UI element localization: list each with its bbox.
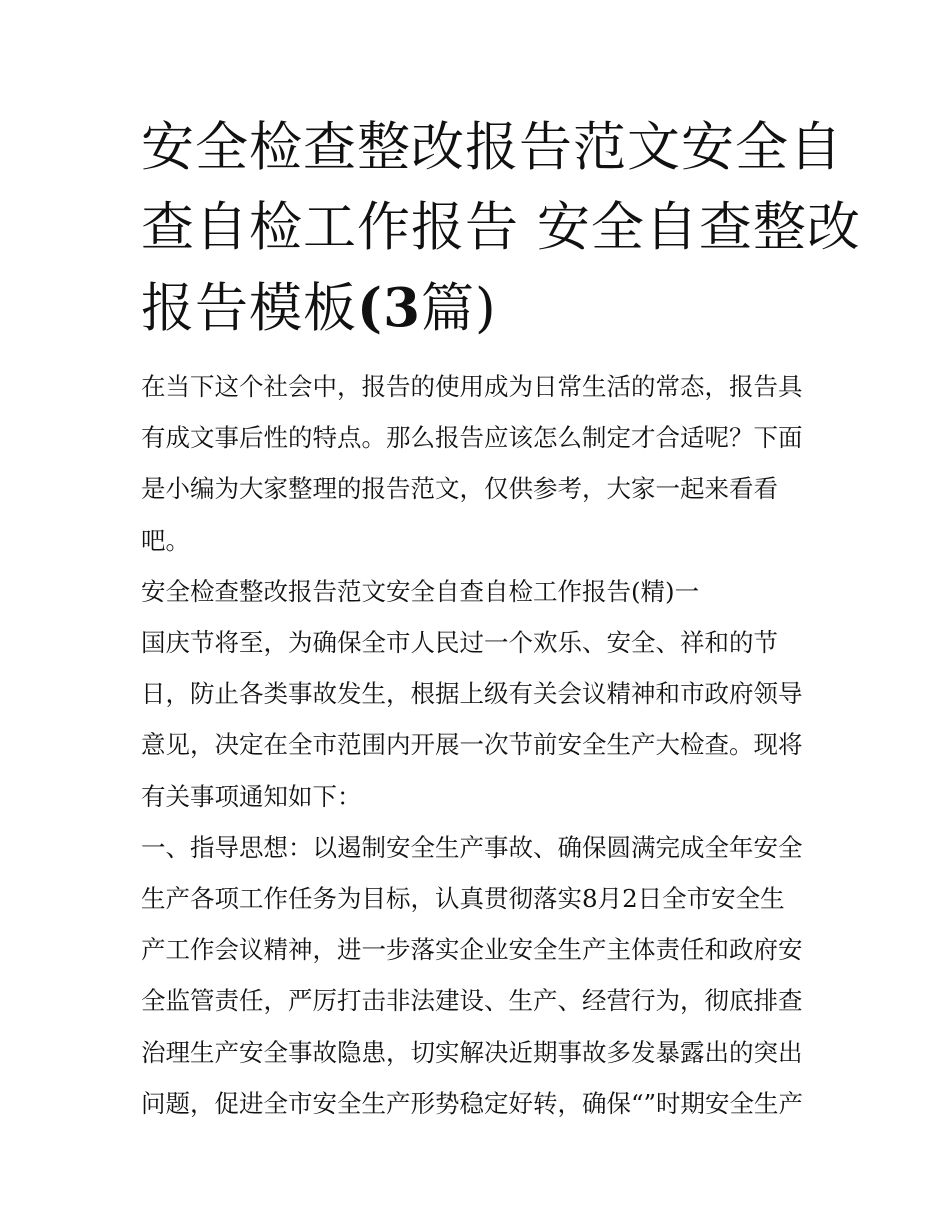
body-line: 吧。 xyxy=(141,525,190,555)
body-line: 问题，促进全市安全生产形势稳定好转，确保“”时期安全生产 xyxy=(141,1088,804,1118)
document-body xyxy=(141,361,813,1129)
title-line: 安全检查整改报告范文安全自 xyxy=(141,117,843,178)
body-line: 在当下这个社会中，报告的使用成为日常生活的常态，报告具 xyxy=(141,372,803,401)
body-line: 全监管责任，严厉打击非法建设、生产、经营行为，彻底排查 xyxy=(141,986,803,1016)
body-line: 日，防止各类事故发生，根据上级有关会议精神和市政府领导 xyxy=(141,679,803,709)
body-line: 治理生产安全事故隐患，切实解决近期事故多发暴露出的突出 xyxy=(141,1037,803,1067)
title-line xyxy=(141,268,813,349)
title-text: 报告模板 xyxy=(141,278,357,339)
body-line: 是小编为大家整理的报告范文，仅供参考，大家一起来看看 xyxy=(141,474,778,504)
body-line: 意见，决定在全市范围内开展一次节前安全生产大检查。现将 xyxy=(141,730,803,760)
body-line: 生产各项工作任务为目标，认真贯彻落实8月2日全市安全生 xyxy=(141,884,785,914)
title-suffix: 篇) xyxy=(420,278,497,339)
title-line: 查自检工作报告 安全自查整改 xyxy=(141,197,861,258)
title-count: (3 xyxy=(357,277,421,339)
document-page xyxy=(141,108,861,1129)
document-title xyxy=(141,108,861,349)
body-line: 一、指导思想：以遏制安全生产事故、确保圆满完成全年安全 xyxy=(141,832,803,862)
body-line: 国庆节将至，为确保全市人民过一个欢乐、安全、祥和的节 xyxy=(141,628,778,658)
body-line: 有成文事后性的特点。那么报告应该怎么制定才合适呢？下面 xyxy=(141,423,803,453)
body-line: 有关事项通知如下： xyxy=(141,781,362,811)
section-heading: 安全检查整改报告范文安全自查自检工作报告(精)一 xyxy=(141,576,700,606)
body-line: 产工作会议精神，进一步落实企业安全生产主体责任和政府安 xyxy=(141,935,803,965)
